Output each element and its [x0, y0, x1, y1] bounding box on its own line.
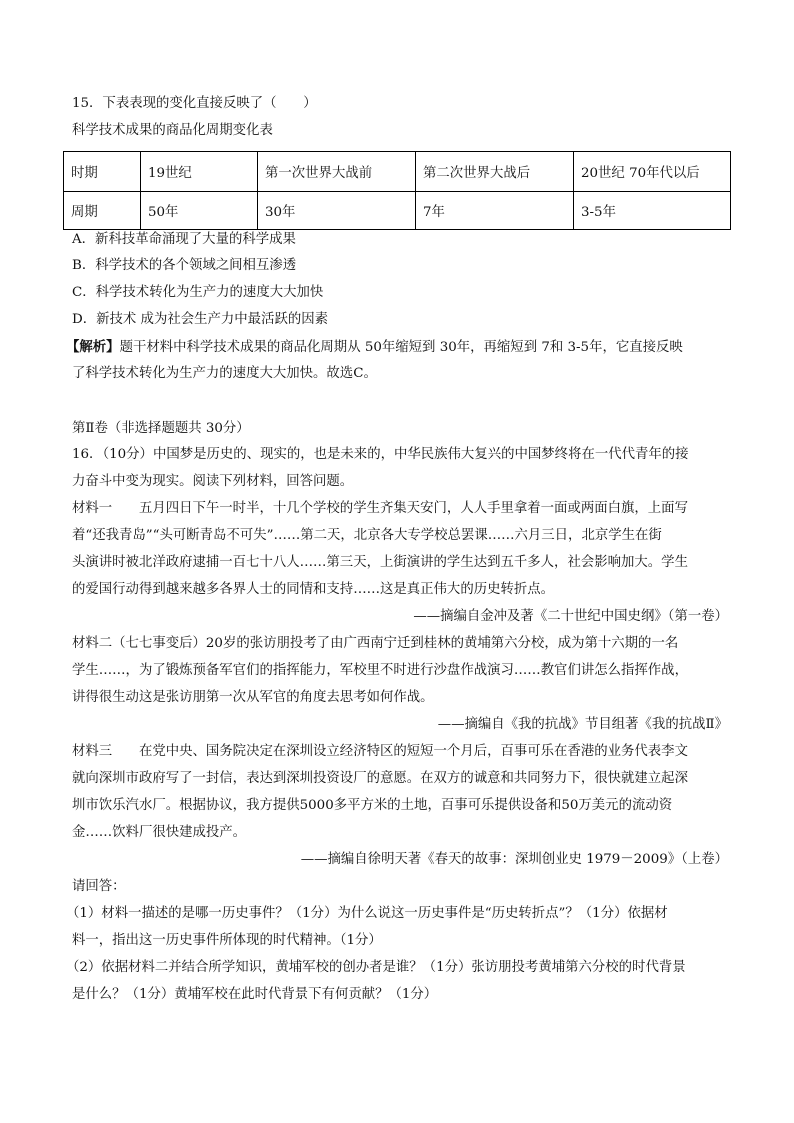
sub-question-2-line-2: 是什么？（1分）黄埔军校在此时代背景下有何贡献？（1分） [72, 987, 438, 1002]
sub-question-2-line-1: （2）依据材料二并结合所学知识，黄埔军校的创办者是谁？（1分）张访朋投考黄埔第六分校的时代背景 [66, 960, 686, 975]
q16-intro-line-2: 力奋斗中变为现实。阅读下列材料，回答问题。 [72, 474, 354, 489]
section-title: 第Ⅱ卷（非选择题题共 30分） [72, 421, 250, 436]
table-cell: 第一次世界大战前 [258, 152, 416, 192]
material-2-line-2: 学生……，为了锻炼预备军官们的指挥能力，军校里不时进行沙盘作战演习……教官们讲怎么指挥作战， [72, 663, 688, 678]
table-cell: 周期 [64, 192, 141, 230]
material-1-line-4: 的爱国行动得到越来越多各界人士的同情和支持……这是真正伟大的历史转折点。 [72, 582, 555, 597]
material-2-line-1: 材料二（七七事变后）20岁的张访朋投考了由广西南宁迁到桂林的黄埔第六分校，成为第十六期的一名 [72, 636, 679, 651]
table-cell: 3-5年 [574, 192, 731, 230]
material-3-source: ——摘编自徐明天著《春天的故事：深圳创业史 1979－2009》（上卷） [300, 852, 728, 867]
analysis-text: 题干材料中科学技术成果的商品化周期从 50年缩短到 30年，再缩短到 7和 3-5年，它直接反映 [119, 340, 683, 355]
option-d: D．新技术 成为社会生产力中最活跃的因素 [72, 312, 329, 327]
table-cell: 第二次世界大战后 [416, 152, 574, 192]
table-row [64, 192, 731, 230]
analysis-tag: 【解析】 [66, 339, 120, 355]
table-cell: 7年 [416, 192, 574, 230]
sub-question-1-line-1: （1）材料一描述的是哪一历史事件？（1分）为什么说这一历史事件是“历史转折点”？（1分）依据材 [66, 906, 668, 921]
table-cell: 时期 [64, 152, 141, 192]
table-cell: 50年 [141, 192, 258, 230]
commercialization-cycle-table [63, 151, 731, 230]
material-1-source: ——摘编自金冲及著《二十世纪中国史纲》（第一卷） [413, 609, 728, 624]
material-1-line-1: 材料一 五月四日下午一时半，十几个学校的学生齐集天安门，人人手里拿着一面或两面白旗，上面写 [72, 501, 688, 516]
material-1-line-2: 着“还我青岛”“头可断青岛不可失”……第二天，北京各大专学校总罢课……六月三日，北京学生在街 [72, 528, 662, 543]
material-3-line-2: 就向深圳市政府写了一封信，表达到深圳投资设厂的意愿。在双方的诚意和共同努力下，很快就建立起深 [72, 771, 688, 786]
material-3-line-1: 材料三 在党中央、国务院决定在深圳设立经济特区的短短一个月后，百事可乐在香港的业务代表李文 [72, 744, 688, 759]
q15-stem: 15．下表表现的变化直接反映了（ ） [72, 96, 317, 111]
q16-intro-line-1: 16．（10分）中国梦是历史的、现实的，也是未来的，中华民族伟大复兴的中国梦终将在一代代青年的接 [72, 447, 689, 462]
option-c: C．科学技术转化为生产力的速度大大加快 [72, 285, 324, 300]
sub-question-1-line-2: 料一，指出这一历史事件所体现的时代精神。（1分） [72, 933, 382, 948]
material-3-line-4: 金……饮料厂很快建成投产。 [72, 825, 247, 840]
table-cell: 20世纪 70年代以后 [574, 152, 731, 192]
table-cell: 30年 [258, 192, 416, 230]
material-1-line-3: 头演讲时被北洋政府逮捕一百七十八人……第三天，上街演讲的学生达到五千多人，社会影响加大。学生 [72, 555, 688, 570]
table-header-row [64, 152, 731, 192]
ask-label: 请回答： [72, 879, 126, 894]
material-2-line-3: 讲得很生动这是张访朋第一次从军官的角度去思考如何作战。 [72, 690, 434, 705]
option-b: B．科学技术的各个领域之间相互渗透 [72, 258, 297, 273]
material-2-source: ——摘编自《我的抗战》节目组著《我的抗战Ⅱ》 [437, 717, 728, 732]
material-3-line-3: 圳市饮乐汽水厂。根据协议，我方提供5000多平方米的土地，百事可乐提供设备和50万美元的流动资 [72, 798, 673, 813]
option-a: A．新科技革命涌现了大量的科学成果 [72, 232, 296, 247]
table-title: 科学技术成果的商品化周期变化表 [72, 123, 273, 138]
table-cell: 19世纪 [141, 152, 258, 192]
analysis-line-2: 了科学技术转化为生产力的速度大大加快。故选C。 [72, 366, 377, 381]
analysis-line-1 [66, 337, 683, 358]
